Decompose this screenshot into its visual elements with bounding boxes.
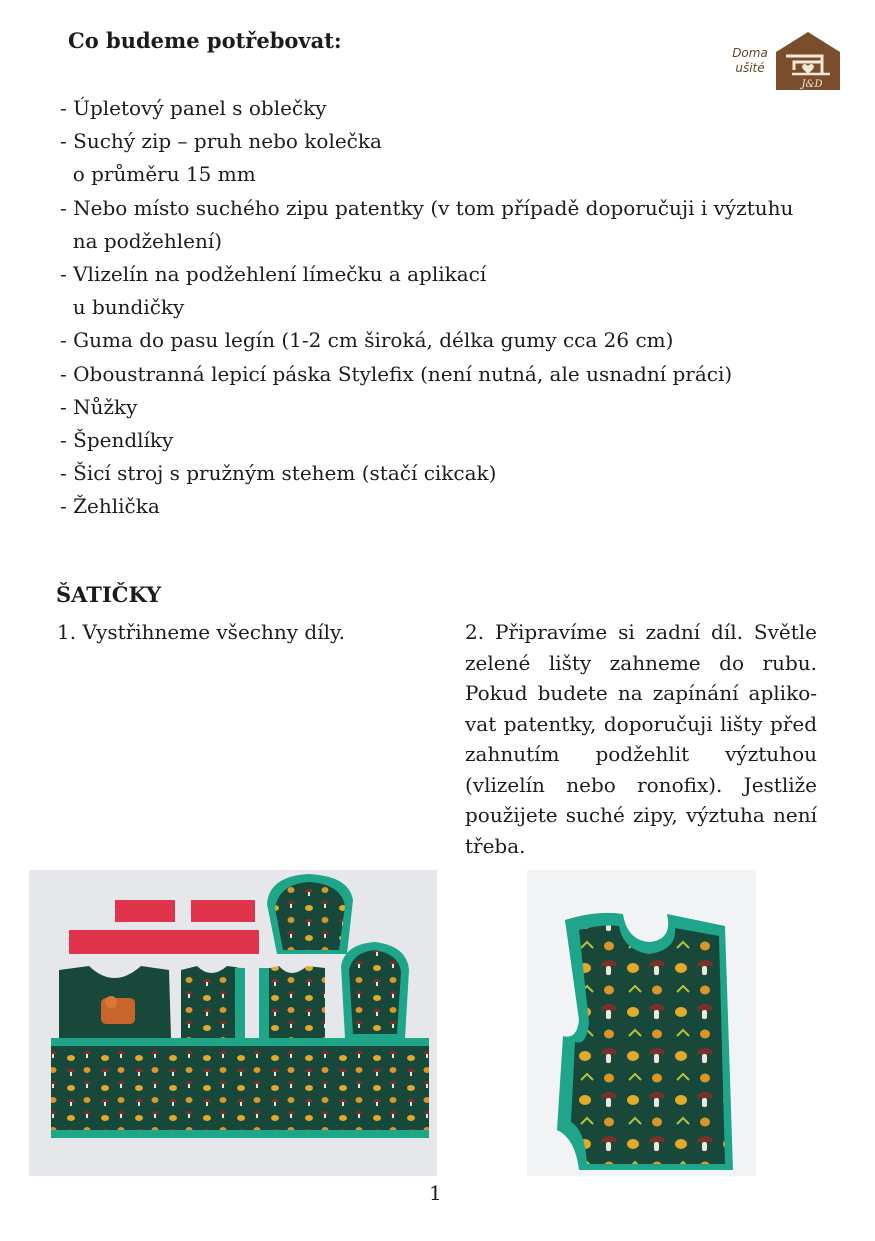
- materials-heading: Co budeme potřebovat:: [68, 28, 342, 53]
- step-1-text: 1. Vystřihneme všechny díly.: [57, 620, 345, 644]
- sewing-machine-house-icon: [772, 30, 844, 92]
- brand-logo: [726, 30, 846, 92]
- list-item: na podžehlení): [60, 228, 223, 253]
- list-item: o průměru 15 mm: [60, 162, 256, 187]
- list-item: - Suchý zip – pruh nebo kolečka: [60, 129, 382, 154]
- list-item: - Vlizelín na podžehlení límečku a aplikací: [60, 262, 487, 287]
- list-item: - Oboustranná lepicí páska Stylefix (není nutná, ale usnadní práci): [60, 361, 733, 386]
- logo-text-line1: Doma: [732, 46, 768, 60]
- list-item: - Nůžky: [60, 394, 138, 419]
- page-number: 1: [429, 1181, 442, 1205]
- list-item: - Nebo místo suchého zipu patentky (v tom případě doporučuji i výztuhu: [60, 195, 794, 220]
- materials-list: [60, 92, 793, 524]
- step-2-text: 2. Připravíme si zadní díl. Světle zelené lišty zahneme do rubu. Pokud budete na zapínání aplikovat patentky, doporučuji lišty před zahnutím podžehlit výztuhou (vlizelín nebo ronofix). Jestliže použijete suché zipy, výztuha není třeba.: [465, 620, 817, 858]
- section-heading: ŠATIČKY: [56, 582, 162, 607]
- list-item: u bundičky: [60, 295, 185, 320]
- list-item: - Žehlička: [60, 494, 160, 519]
- list-item: - Guma do pasu legín (1-2 cm široká, délka gumy cca 26 cm): [60, 328, 674, 353]
- list-item: - Úpletový panel s oblečky: [60, 96, 327, 120]
- list-item: - Šicí stroj s pružným stehem (stačí cikcak): [60, 461, 497, 486]
- cut-pieces-photo: [29, 870, 437, 1176]
- logo-text: [726, 46, 774, 76]
- list-item: - Špendlíky: [60, 428, 174, 453]
- logo-initials: J&D: [801, 79, 823, 90]
- logo-text-line2: ušité: [735, 61, 765, 75]
- back-piece-photo: [527, 870, 756, 1176]
